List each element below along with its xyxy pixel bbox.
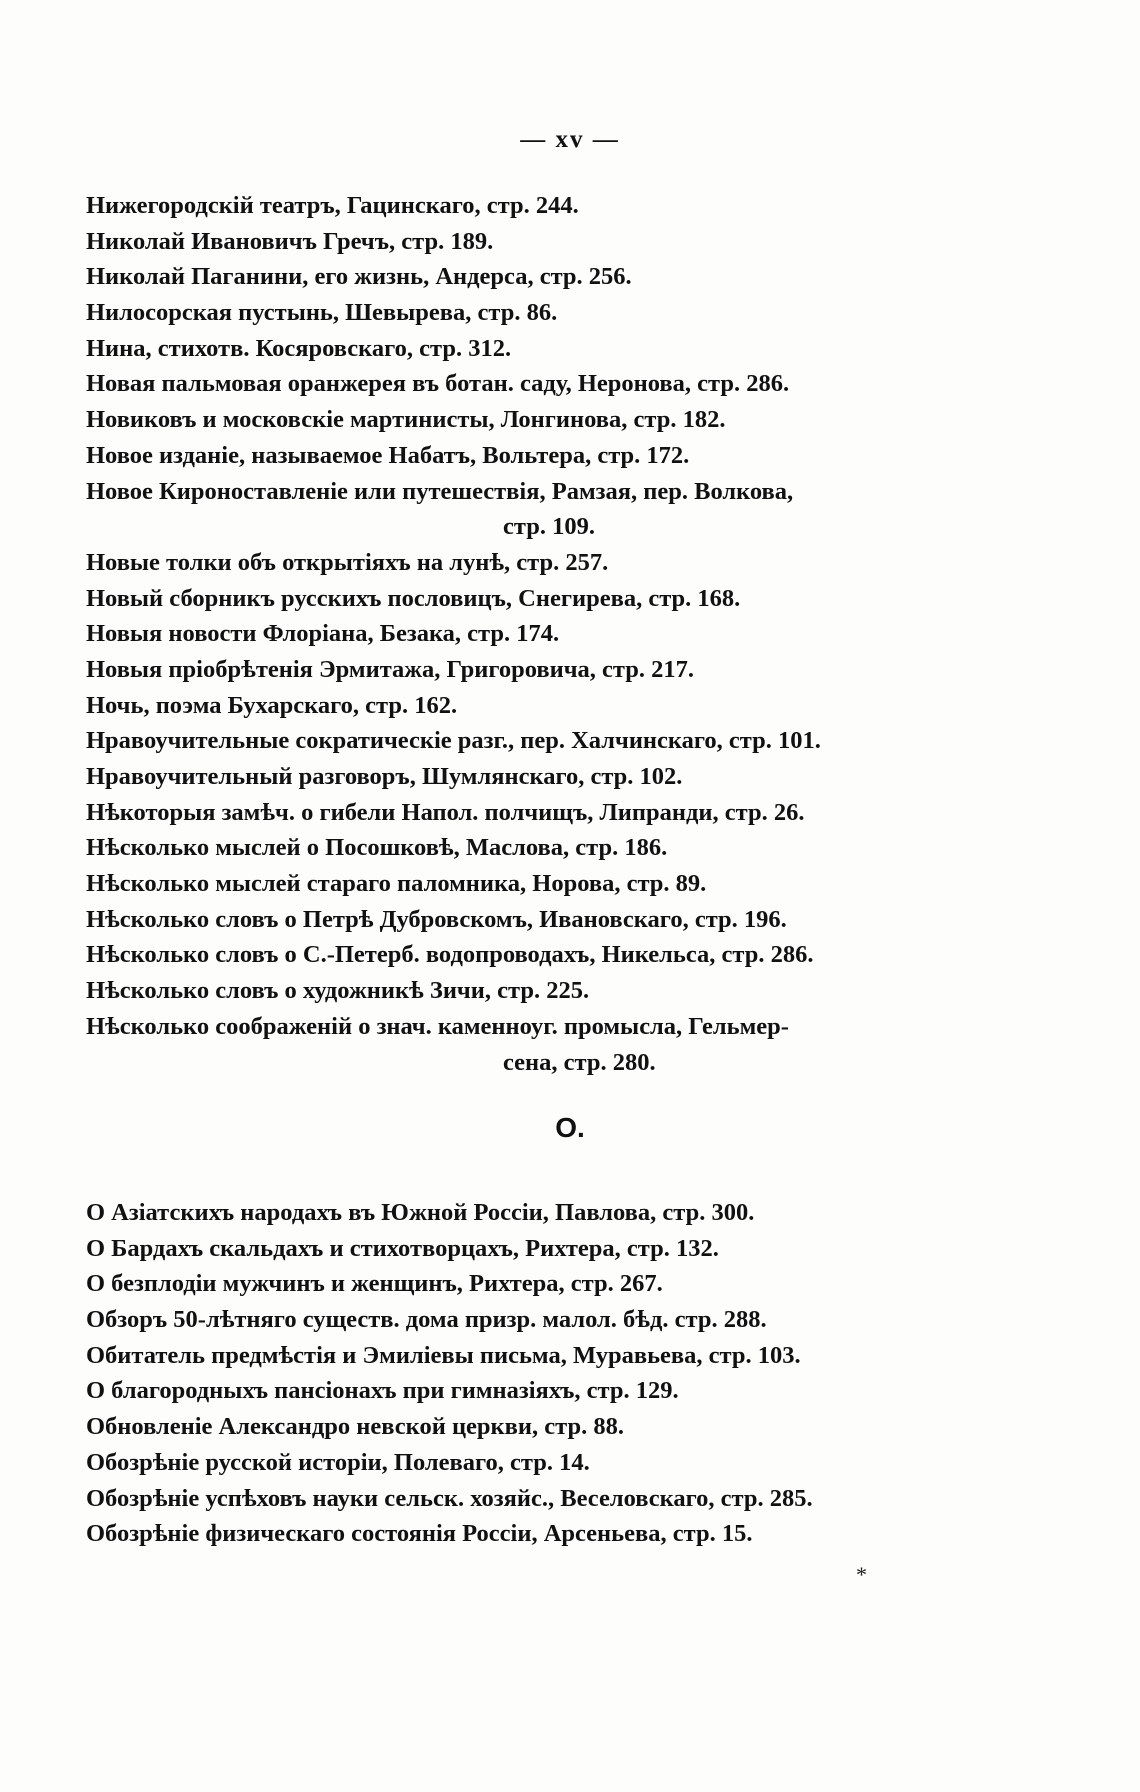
- index-entry: Ночь, поэма Бухарскаго, стр. 162.: [86, 691, 458, 719]
- index-entry: Нѣсколько мыслей стараго паломника, Норова, стр. 89.: [86, 870, 707, 898]
- asterisk-mark: *: [856, 1562, 867, 1587]
- index-entry-continuation: сена, стр. 280.: [503, 1048, 656, 1076]
- page-number: — xv —: [520, 126, 620, 153]
- index-entry: Нина, стихотв. Косяровскаго, стр. 312.: [86, 334, 512, 362]
- index-entry: Нѣсколько соображеній о знач. каменноуг. промысла, Гельмер- сена, стр. 280.: [86, 1009, 956, 1080]
- index-entry: Обновленіе Александро невской церкви, стр. 88.: [86, 1413, 624, 1441]
- index-entry: Обозрѣніе русской исторіи, Полеваго, стр. 14.: [86, 1448, 590, 1476]
- index-entry: Обитатель предмѣстія и Эмиліевы письма, Муравьева, стр. 103.: [86, 1341, 801, 1369]
- index-entry: О благородныхъ пансіонахъ при гимназіяхъ, стр. 129.: [86, 1377, 679, 1405]
- index-entry-continuation: стр. 109.: [503, 513, 595, 541]
- index-entry: Нѣсколько мыслей о Посошковѣ, Маслова, стр. 186.: [86, 834, 668, 862]
- index-entry: Обзоръ 50-лѣтняго существ. дома призр. малол. бѣд. стр. 288.: [86, 1306, 767, 1334]
- index-entry: Новыя новости Флоріана, Безака, стр. 174.: [86, 620, 560, 648]
- index-entry: О Азіатскихъ народахъ въ Южной Россіи, Павлова, стр. 300.: [86, 1199, 755, 1226]
- index-entry: Нѣсколько словъ о С.-Петерб. водопроводахъ, Никельса, стр. 286.: [86, 941, 814, 969]
- index-entry: Нилосорская пустынь, Шевырева, стр. 86.: [86, 299, 558, 327]
- index-entry: Нравоучительные сократическіе разг., пер. Халчинскаго, стр. 101.: [86, 727, 821, 755]
- index-entry: Обозрѣніе физическаго состоянія Россіи, Арсеньева, стр. 15.: [86, 1520, 753, 1548]
- index-entry: Нѣсколько словъ о художникѣ Зичи, стр. 225.: [86, 977, 590, 1005]
- index-entry: Николай Паганини, его жизнь, Андерса, стр. 256.: [86, 263, 632, 291]
- index-entry: О Бардахъ скальдахъ и стихотворцахъ, Рихтера, стр. 132.: [86, 1234, 719, 1262]
- index-entry: Новое изданіе, называемое Набатъ, Вольтера, стр. 172.: [86, 441, 690, 469]
- section-heading: О.: [555, 1112, 585, 1143]
- index-entry: Николай Ивановичъ Гречъ, стр. 189.: [86, 227, 494, 255]
- index-entry: Новые толки объ открытіяхъ на лунѣ, стр. 257.: [86, 548, 609, 576]
- index-entry: Новая пальмовая оранжерея въ ботан. саду, Неронова, стр. 286.: [86, 370, 790, 398]
- index-entry: Нѣкоторыя замѣч. о гибели Напол. полчищъ, Липранди, стр. 26.: [86, 798, 805, 826]
- index-section-o: [86, 1195, 956, 1552]
- index-entry: О безплодіи мужчинъ и женщинъ, Рихтера, стр. 267.: [86, 1270, 663, 1298]
- index-entry: Нижегородскій театръ, Гацинскаго, стр. 244.: [86, 192, 579, 219]
- index-entry: Новое Кироноставленіе или путешествія, Рамзая, пер. Волкова, стр. 109.: [86, 474, 956, 545]
- index-entry: Обозрѣніе успѣховъ науки сельск. хозяйс., Веселовскаго, стр. 285.: [86, 1484, 813, 1512]
- index-section-n: [86, 188, 956, 1080]
- index-entry: Нѣсколько словъ о Петрѣ Дубровскомъ, Ивановскаго, стр. 196.: [86, 905, 787, 933]
- index-entry: Новыя пріобрѣтенія Эрмитажа, Григоровича, стр. 217.: [86, 655, 694, 683]
- index-entry: Новиковъ и московскіе мартинисты, Лонгинова, стр. 182.: [86, 406, 726, 434]
- index-entry: Нравоучительный разговоръ, Шумлянскаго, стр. 102.: [86, 763, 683, 791]
- index-entry: Новый сборникъ русскихъ пословицъ, Снегирева, стр. 168.: [86, 584, 741, 612]
